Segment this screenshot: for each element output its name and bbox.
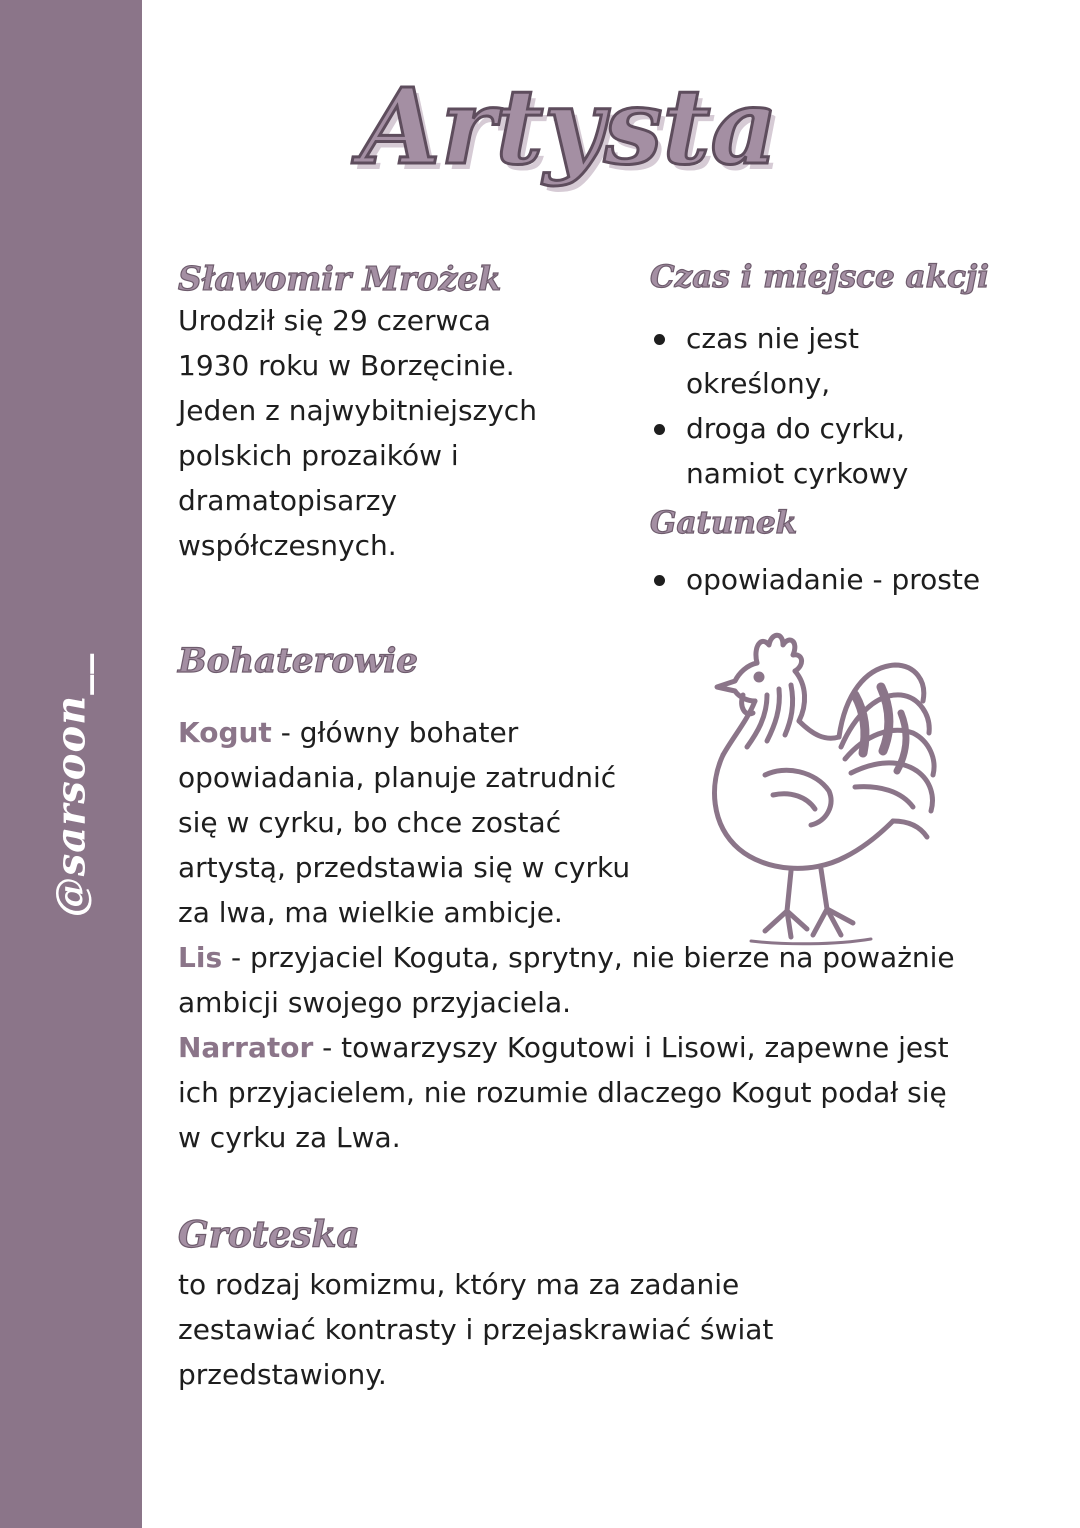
page-title: Artysta: [360, 65, 778, 188]
time-place-heading: Czas i miejsce akcji: [650, 259, 989, 295]
grotesque-text: to rodzaj komizmu, który ma za zadanie zestawiać kontrasty i przejaskrawiać świat przedstawiony.: [178, 1268, 774, 1391]
genre-list: [650, 557, 1050, 602]
author-bio: Urodził się 29 czerwca 1930 roku w Borzęcinie. Jeden z najwybitniejszych polskich prozaików i dramatopisarzy współczesnych.: [178, 304, 537, 562]
character-name: Lis: [178, 941, 223, 974]
time-place-list: [650, 316, 980, 496]
list-item: czas nie jest określony,: [650, 316, 980, 406]
genre-heading: Gatunek: [650, 505, 798, 541]
character-name: Kogut: [178, 716, 272, 749]
character-description: - towarzyszy Kogutowi i Lisowi, zapewne jest ich przyjacielem, nie rozumie dlaczego Kogut podał się w cyrku za Lwa.: [178, 1031, 949, 1154]
rooster-icon: [695, 625, 955, 955]
list-item: opowiadanie - proste: [650, 557, 1050, 602]
character-narrator: [178, 1025, 978, 1160]
list-item: droga do cyrku, namiot cyrkowy: [650, 406, 980, 496]
characters-heading: Bohaterowie: [178, 641, 418, 681]
sidebar: [0, 0, 142, 1528]
grotesque-heading: Groteska: [178, 1214, 360, 1256]
character-description: - przyjaciel Koguta, sprytny, nie bierze na poważnie ambicji swojego przyjaciela.: [178, 941, 955, 1019]
author-handle: @sarsoon__: [47, 652, 95, 918]
character-name: Narrator: [178, 1031, 314, 1064]
author-heading: Sławomir Mrożek: [178, 259, 502, 298]
character-kogut: [178, 710, 658, 935]
character-description: - główny bohater opowiadania, planuje zatrudnić się w cyrku, bo chce zostać artystą, przedstawia się w cyrku za lwa, ma wielkie ambicje.: [178, 716, 631, 929]
